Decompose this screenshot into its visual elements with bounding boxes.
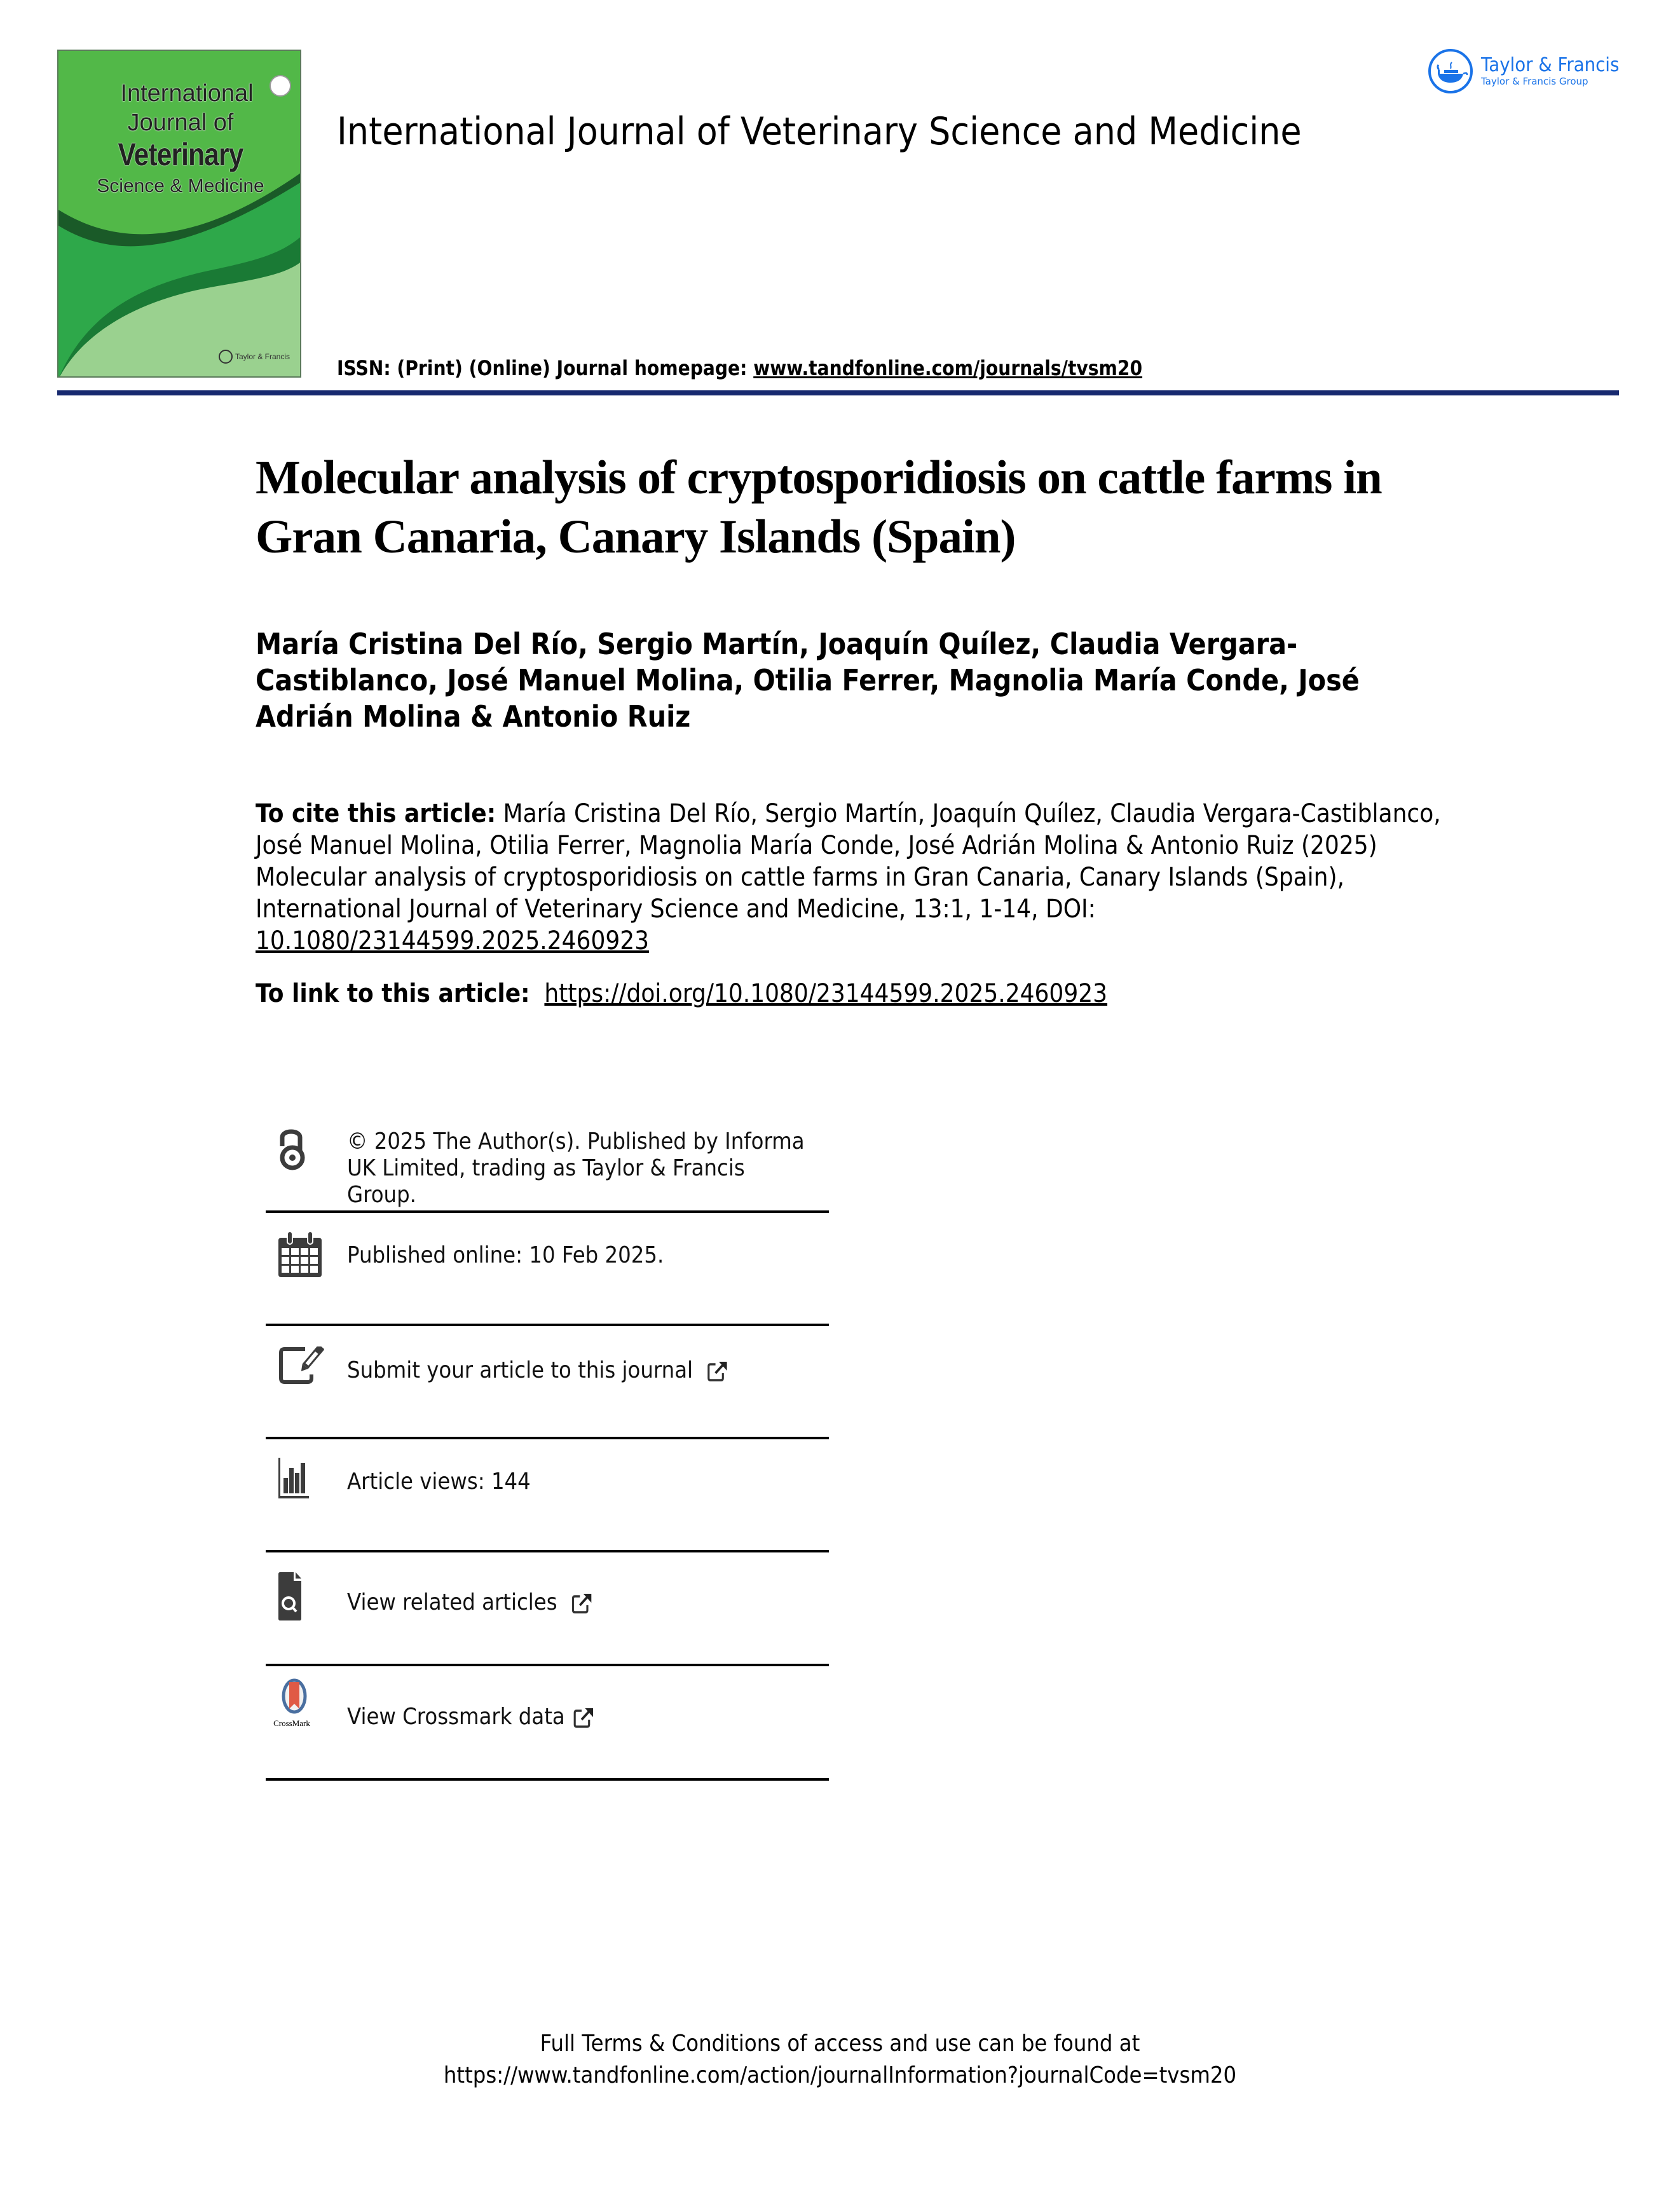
header-divider	[57, 390, 1619, 395]
document-search-icon	[278, 1572, 304, 1620]
article-link-line	[256, 979, 1107, 1008]
article-views-count: Article views: 144	[347, 1469, 531, 1495]
journal-cover-image	[57, 50, 301, 378]
cite-text: María Cristina Del Río, Sergio Martín, Joaquín Quílez, Claudia Vergara-Castiblanco, José Manuel Molina, Otilia Ferrer, Magnolia María Conde, José Adrián Molina & Antonio Ruiz (2025) Molecular analysis of cryptosporidiosis on cattle farms in Gran Canaria, Canary Islands (Spain), International Journal of Veterinary Science and Medicine, 13:1, 1-14, DOI:	[256, 799, 1441, 924]
copyright-line1: © 2025 The Author(s). Published by Informa	[347, 1128, 805, 1154]
view-related-articles-label: View related articles	[347, 1589, 557, 1615]
publisher-name: Taylor & Francis	[1481, 54, 1620, 76]
terms-url[interactable]: https://www.tandfonline.com/action/journalInformation?journalCode=tvsm20	[443, 2062, 1237, 2088]
article-title: Molecular analysis of cryptosporidiosis on cattle farms in Gran Canaria, Canary Islands (Spain)	[256, 451, 1382, 563]
divider	[266, 1550, 829, 1552]
article-doi-url[interactable]: https://doi.org/10.1080/23144599.2025.2460923	[544, 979, 1108, 1008]
journal-homepage-link[interactable]: www.tandfonline.com/journals/tvsm20	[753, 356, 1143, 380]
bar-chart-icon	[278, 1458, 309, 1498]
cover-publisher-logo	[219, 350, 290, 364]
divider	[266, 1210, 829, 1213]
cover-title-line2: Journal of	[127, 109, 234, 136]
cover-title-line1: International	[120, 80, 254, 107]
divider	[266, 1324, 829, 1326]
info-item-article-views	[266, 1449, 829, 1538]
terms-footer	[0, 2028, 1680, 2092]
external-link-icon	[572, 1593, 592, 1614]
cite-label: To cite this article:	[256, 799, 496, 828]
submit-article-label: Submit your article to this journal	[347, 1357, 693, 1383]
published-online-date: Published online: 10 Feb 2025.	[347, 1242, 664, 1268]
author-list: María Cristina Del Río, Sergio Martín, Joaquín Quílez, Claudia Vergara-Castiblanco, José Manuel Molina, Otilia Ferrer, Magnolia María Conde, José Adrián Molina & Antonio Ruiz	[256, 627, 1360, 734]
journal-title: International Journal of Veterinary Science and Medicine	[337, 109, 1302, 154]
issn-line	[337, 356, 1142, 380]
cover-title-line3: Veterinary	[118, 137, 243, 172]
open-access-icon	[278, 1128, 306, 1172]
external-link-icon	[707, 1360, 728, 1382]
divider	[266, 1664, 829, 1666]
view-crossmark-label: View Crossmark data	[347, 1704, 565, 1730]
view-related-articles-link[interactable]	[266, 1564, 829, 1659]
calendar-icon	[278, 1231, 322, 1277]
link-label: To link to this article:	[256, 979, 530, 1008]
publisher-group: Taylor & Francis Group	[1481, 76, 1588, 87]
publisher-logo[interactable]	[1428, 48, 1631, 94]
info-item-copyright	[266, 1122, 829, 1224]
divider	[266, 1778, 829, 1781]
copyright-line3: Group.	[347, 1182, 416, 1208]
submit-article-link[interactable]	[266, 1341, 829, 1430]
terms-line: Full Terms & Conditions of access and use can be found at	[540, 2031, 1140, 2057]
view-crossmark-data-link[interactable]	[266, 1678, 829, 1774]
divider	[266, 1437, 829, 1439]
doi-link[interactable]: 10.1080/23144599.2025.2460923	[256, 926, 650, 956]
crossmark-badge	[273, 1678, 310, 1729]
issn-label: ISSN: (Print) (Online) Journal homepage:	[337, 356, 754, 380]
citation-block	[256, 798, 1463, 957]
external-link-icon	[574, 1707, 594, 1729]
crossmark-icon	[282, 1678, 307, 1719]
info-item-published	[266, 1227, 829, 1316]
lamp-icon	[219, 350, 233, 364]
cover-title-line4: Science & Medicine	[97, 175, 264, 196]
crossmark-label: CrossMark	[273, 1718, 310, 1728]
lamp-icon	[1428, 48, 1473, 94]
cover-publisher-name: Taylor & Francis	[235, 352, 290, 361]
edit-icon	[278, 1346, 325, 1385]
copyright-line2: UK Limited, trading as Taylor & Francis	[347, 1155, 745, 1181]
